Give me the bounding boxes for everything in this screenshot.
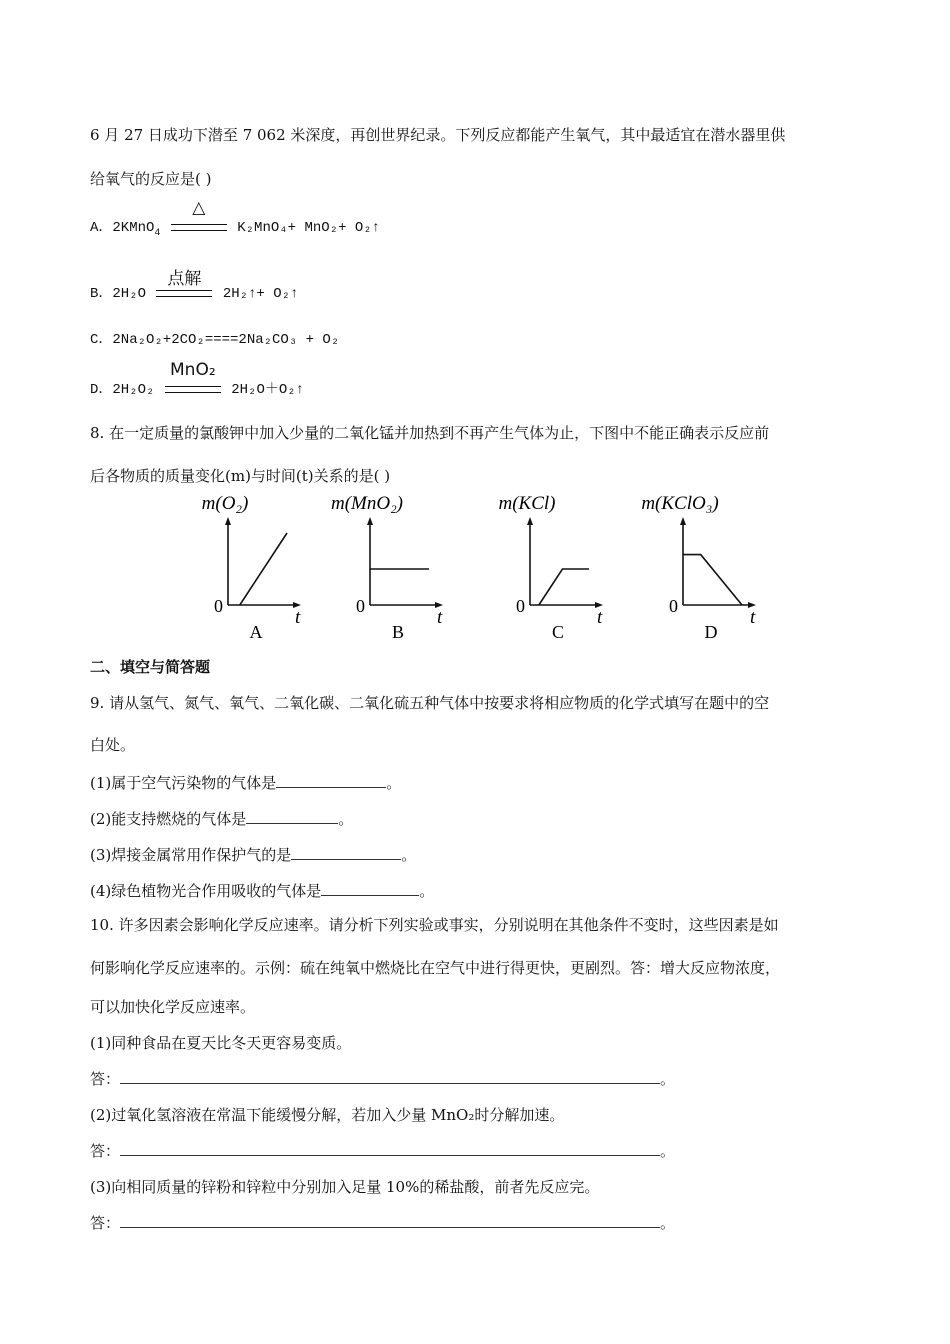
option-b-rhs: 2H₂↑+ O₂↑	[222, 286, 299, 302]
series-line-C	[539, 569, 589, 605]
q9-item-1	[90, 772, 401, 793]
answer-line[interactable]	[120, 1213, 660, 1228]
q8-charts	[0, 490, 950, 650]
option-d-rhs: 2H₂O＋O₂↑	[231, 382, 305, 398]
y-axis-arrow	[367, 517, 373, 525]
chart-label-B: B	[391, 622, 405, 642]
q7-option-d	[90, 360, 305, 398]
y-axis-arrow	[225, 517, 231, 525]
q7-stem-line2: 给氧气的反应是( )	[90, 170, 212, 188]
origin-label: 0	[214, 596, 223, 616]
chart-label-C: C	[551, 622, 565, 642]
series-line-A	[240, 533, 287, 605]
series-line-D	[683, 555, 742, 605]
option-a-lhs: A．2KMnO	[90, 220, 155, 236]
chart-title: m(KClO₃)	[641, 493, 719, 514]
period: 。	[338, 810, 354, 828]
option-b-lhs: B．2H₂O	[90, 286, 147, 302]
reaction-condition	[163, 360, 223, 398]
option-a-rhs: K₂MnO₄+ MnO₂+ O₂↑	[237, 220, 381, 236]
q7-option-c: C．2Na₂O₂+2CO₂====2Na₂CO₃ + O₂	[90, 332, 340, 348]
period: 。	[401, 846, 417, 864]
q10-answer-3	[90, 1212, 675, 1233]
period: 。	[660, 1142, 676, 1160]
condition-text: 点解	[167, 269, 202, 289]
condition-text: MnO₂	[170, 360, 216, 380]
q9-item-text: (1)属于空气污染物的气体是	[90, 774, 277, 792]
period: 。	[419, 882, 435, 900]
q10-answer-1	[90, 1068, 675, 1089]
answer-line[interactable]	[120, 1069, 660, 1084]
x-axis-label: t	[437, 607, 443, 628]
q8-stem-line2: 后各物质的质量变化(m)与时间(t)关系的是( )	[90, 467, 391, 485]
q10-item-2: (2)过氧化氢溶液在常温下能缓慢分解，若加入少量 MnO₂时分解加速。	[90, 1106, 565, 1124]
answer-blank[interactable]	[246, 809, 338, 824]
origin-label: 0	[356, 596, 365, 616]
chart-title: m(MnO₂)	[330, 493, 404, 514]
q9-item-text: (3)焊接金属常用作保护气的是	[90, 846, 292, 864]
q10-stem-line2: 何影响化学反应速率的。示例：硫在纯氧中燃烧比在空气中进行得更快，更剧烈。答：增大反应物浓度，	[90, 959, 781, 977]
chart-label-D: D	[704, 622, 718, 642]
q10-stem-line1: 10. 许多因素会影响化学反应速率。请分析下列实验或事实，分别说明在其他条件不变时，这些因素是如	[90, 916, 779, 934]
x-axis-label: t	[295, 607, 301, 628]
answer-label: 答：	[90, 1070, 121, 1088]
option-d-lhs: D．2H₂O₂	[90, 382, 155, 398]
chart-title: m(KCl)	[498, 493, 556, 514]
q9-item-3	[90, 844, 416, 865]
q10-stem-line3: 可以加快化学反应速率。	[90, 998, 256, 1016]
answer-label: 答：	[90, 1142, 121, 1160]
q9-item-2	[90, 808, 353, 829]
origin-label: 0	[669, 596, 678, 616]
y-axis-arrow	[527, 517, 533, 525]
q10-item-3: (3)向相同质量的锌粉和锌粒中分别加入足量 10%的稀盐酸，前者先反应完。	[90, 1178, 600, 1196]
origin-label: 0	[516, 596, 525, 616]
x-axis-label: t	[597, 607, 603, 628]
period: 。	[386, 774, 402, 792]
q10-item-1: (1)同种食品在夏天比冬天更容易变质。	[90, 1034, 352, 1052]
reaction-condition	[169, 198, 229, 236]
period: 。	[660, 1214, 676, 1232]
x-axis-label: t	[750, 607, 756, 628]
answer-label: 答：	[90, 1214, 121, 1232]
chart-title: m(O₂)	[201, 493, 249, 514]
answer-line[interactable]	[120, 1141, 660, 1156]
answer-blank[interactable]	[321, 881, 419, 896]
chart-label-A: A	[249, 622, 263, 642]
answer-blank[interactable]	[276, 773, 386, 788]
reaction-condition	[154, 269, 214, 302]
section-2-title: 二、填空与简答题	[90, 658, 211, 676]
q7-option-b	[90, 269, 299, 302]
y-axis-arrow	[680, 517, 686, 525]
q9-stem-line1: 9. 请从氢气、氮气、氧气、二氧化碳、二氧化硫五种气体中按要求将相应物质的化学式填写在题中的空	[90, 694, 770, 712]
q9-stem-line2: 白处。	[90, 736, 136, 754]
q7-stem-line1: 6 月 27 日成功下潜至 7 062 米深度，再创世界纪录。下列反应都能产生氧气，其中最适宜在潜水器里供	[90, 126, 786, 144]
q9-item-4	[90, 880, 434, 901]
q9-item-text: (2)能支持燃烧的气体是	[90, 810, 247, 828]
q9-item-text: (4)绿色植物光合作用吸收的气体是	[90, 882, 322, 900]
period: 。	[660, 1070, 676, 1088]
q10-answer-2	[90, 1140, 675, 1161]
condition-text: △	[192, 198, 206, 218]
q8-stem-line1: 8. 在一定质量的氯酸钾中加入少量的二氧化锰并加热到不再产生气体为止，下图中不能正确表示反应前	[90, 424, 770, 442]
q7-option-a: A．2KMnO$_4$ △ K₂MnO₄+ MnO₂+ O₂↑	[90, 198, 381, 239]
answer-blank[interactable]	[291, 845, 401, 860]
